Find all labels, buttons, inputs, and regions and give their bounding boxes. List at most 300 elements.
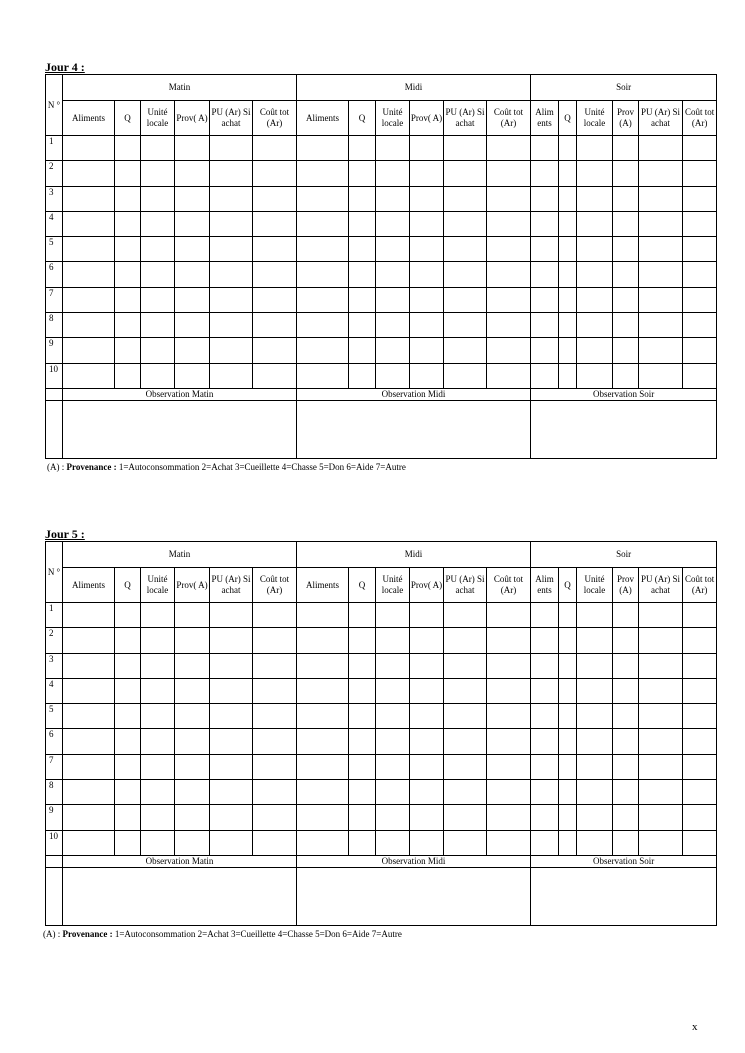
entry-cell[interactable] — [175, 653, 210, 678]
entry-cell[interactable] — [559, 754, 577, 779]
entry-cell[interactable] — [376, 287, 410, 312]
entry-cell[interactable] — [444, 363, 487, 388]
entry-cell[interactable] — [253, 363, 297, 388]
entry-cell[interactable] — [253, 830, 297, 855]
entry-cell[interactable] — [141, 754, 175, 779]
entry-cell[interactable] — [297, 780, 349, 805]
entry-cell[interactable] — [253, 136, 297, 161]
entry-cell[interactable] — [175, 287, 210, 312]
entry-cell[interactable] — [115, 161, 141, 186]
entry-cell[interactable] — [141, 805, 175, 830]
entry-cell[interactable] — [577, 678, 613, 703]
entry-cell[interactable] — [376, 136, 410, 161]
entry-cell[interactable] — [639, 729, 683, 754]
entry-cell[interactable] — [349, 754, 376, 779]
entry-cell[interactable] — [410, 678, 444, 703]
entry-cell[interactable] — [410, 363, 444, 388]
entry-cell[interactable] — [487, 161, 531, 186]
entry-cell[interactable] — [297, 678, 349, 703]
entry-cell[interactable] — [141, 603, 175, 628]
entry-cell[interactable] — [141, 830, 175, 855]
entry-cell[interactable] — [639, 161, 683, 186]
entry-cell[interactable] — [141, 729, 175, 754]
entry-cell[interactable] — [210, 186, 253, 211]
entry-cell[interactable] — [444, 211, 487, 236]
entry-cell[interactable] — [175, 603, 210, 628]
entry-cell[interactable] — [613, 237, 639, 262]
entry-cell[interactable] — [639, 287, 683, 312]
entry-cell[interactable] — [210, 653, 253, 678]
entry-cell[interactable] — [410, 603, 444, 628]
entry-cell[interactable] — [349, 830, 376, 855]
entry-cell[interactable] — [210, 729, 253, 754]
entry-cell[interactable] — [613, 628, 639, 653]
entry-cell[interactable] — [175, 704, 210, 729]
entry-cell[interactable] — [577, 211, 613, 236]
entry-cell[interactable] — [141, 653, 175, 678]
entry-cell[interactable] — [613, 754, 639, 779]
entry-cell[interactable] — [349, 653, 376, 678]
entry-cell[interactable] — [349, 729, 376, 754]
entry-cell[interactable] — [376, 729, 410, 754]
entry-cell[interactable] — [577, 830, 613, 855]
entry-cell[interactable] — [639, 780, 683, 805]
entry-cell[interactable] — [444, 830, 487, 855]
observation-field[interactable] — [297, 867, 531, 925]
entry-cell[interactable] — [63, 628, 115, 653]
entry-cell[interactable] — [531, 186, 559, 211]
entry-cell[interactable] — [175, 313, 210, 338]
entry-cell[interactable] — [531, 161, 559, 186]
entry-cell[interactable] — [349, 161, 376, 186]
entry-cell[interactable] — [410, 287, 444, 312]
entry-cell[interactable] — [376, 363, 410, 388]
entry-cell[interactable] — [63, 780, 115, 805]
entry-cell[interactable] — [577, 653, 613, 678]
entry-cell[interactable] — [63, 830, 115, 855]
entry-cell[interactable] — [683, 628, 717, 653]
entry-cell[interactable] — [376, 211, 410, 236]
entry-cell[interactable] — [639, 653, 683, 678]
entry-cell[interactable] — [175, 161, 210, 186]
entry-cell[interactable] — [115, 313, 141, 338]
entry-cell[interactable] — [531, 363, 559, 388]
entry-cell[interactable] — [559, 338, 577, 363]
entry-cell[interactable] — [613, 287, 639, 312]
entry-cell[interactable] — [577, 780, 613, 805]
entry-cell[interactable] — [577, 161, 613, 186]
entry-cell[interactable] — [577, 603, 613, 628]
entry-cell[interactable] — [531, 805, 559, 830]
entry-cell[interactable] — [115, 237, 141, 262]
entry-cell[interactable] — [444, 338, 487, 363]
entry-cell[interactable] — [444, 186, 487, 211]
entry-cell[interactable] — [531, 678, 559, 703]
entry-cell[interactable] — [115, 211, 141, 236]
entry-cell[interactable] — [175, 678, 210, 703]
entry-cell[interactable] — [613, 805, 639, 830]
entry-cell[interactable] — [175, 754, 210, 779]
entry-cell[interactable] — [410, 628, 444, 653]
entry-cell[interactable] — [297, 287, 349, 312]
entry-cell[interactable] — [376, 186, 410, 211]
entry-cell[interactable] — [63, 338, 115, 363]
entry-cell[interactable] — [639, 186, 683, 211]
entry-cell[interactable] — [444, 653, 487, 678]
entry-cell[interactable] — [297, 262, 349, 287]
entry-cell[interactable] — [376, 603, 410, 628]
entry-cell[interactable] — [376, 754, 410, 779]
entry-cell[interactable] — [349, 363, 376, 388]
entry-cell[interactable] — [683, 136, 717, 161]
entry-cell[interactable] — [639, 805, 683, 830]
entry-cell[interactable] — [613, 704, 639, 729]
entry-cell[interactable] — [559, 186, 577, 211]
entry-cell[interactable] — [63, 729, 115, 754]
entry-cell[interactable] — [410, 780, 444, 805]
entry-cell[interactable] — [175, 363, 210, 388]
entry-cell[interactable] — [115, 830, 141, 855]
entry-cell[interactable] — [63, 136, 115, 161]
entry-cell[interactable] — [410, 338, 444, 363]
entry-cell[interactable] — [376, 313, 410, 338]
entry-cell[interactable] — [210, 237, 253, 262]
entry-cell[interactable] — [297, 704, 349, 729]
entry-cell[interactable] — [559, 729, 577, 754]
entry-cell[interactable] — [141, 161, 175, 186]
entry-cell[interactable] — [141, 136, 175, 161]
observation-field[interactable] — [63, 400, 297, 458]
entry-cell[interactable] — [577, 363, 613, 388]
entry-cell[interactable] — [559, 136, 577, 161]
entry-cell[interactable] — [531, 780, 559, 805]
entry-cell[interactable] — [487, 338, 531, 363]
entry-cell[interactable] — [487, 780, 531, 805]
entry-cell[interactable] — [210, 211, 253, 236]
entry-cell[interactable] — [376, 628, 410, 653]
entry-cell[interactable] — [253, 754, 297, 779]
entry-cell[interactable] — [613, 262, 639, 287]
entry-cell[interactable] — [253, 262, 297, 287]
entry-cell[interactable] — [487, 262, 531, 287]
entry-cell[interactable] — [410, 262, 444, 287]
entry-cell[interactable] — [531, 262, 559, 287]
entry-cell[interactable] — [63, 678, 115, 703]
entry-cell[interactable] — [297, 805, 349, 830]
entry-cell[interactable] — [376, 678, 410, 703]
entry-cell[interactable] — [253, 237, 297, 262]
entry-cell[interactable] — [683, 678, 717, 703]
entry-cell[interactable] — [141, 628, 175, 653]
entry-cell[interactable] — [639, 678, 683, 703]
entry-cell[interactable] — [141, 678, 175, 703]
entry-cell[interactable] — [531, 338, 559, 363]
entry-cell[interactable] — [639, 704, 683, 729]
entry-cell[interactable] — [559, 830, 577, 855]
entry-cell[interactable] — [639, 754, 683, 779]
entry-cell[interactable] — [297, 186, 349, 211]
entry-cell[interactable] — [410, 211, 444, 236]
entry-cell[interactable] — [613, 186, 639, 211]
entry-cell[interactable] — [577, 262, 613, 287]
entry-cell[interactable] — [297, 237, 349, 262]
entry-cell[interactable] — [63, 704, 115, 729]
entry-cell[interactable] — [210, 628, 253, 653]
entry-cell[interactable] — [577, 313, 613, 338]
entry-cell[interactable] — [141, 262, 175, 287]
entry-cell[interactable] — [559, 161, 577, 186]
entry-cell[interactable] — [115, 628, 141, 653]
entry-cell[interactable] — [410, 186, 444, 211]
entry-cell[interactable] — [531, 653, 559, 678]
entry-cell[interactable] — [297, 653, 349, 678]
entry-cell[interactable] — [115, 653, 141, 678]
entry-cell[interactable] — [410, 653, 444, 678]
entry-cell[interactable] — [531, 237, 559, 262]
entry-cell[interactable] — [577, 338, 613, 363]
entry-cell[interactable] — [613, 678, 639, 703]
entry-cell[interactable] — [349, 805, 376, 830]
entry-cell[interactable] — [683, 704, 717, 729]
entry-cell[interactable] — [175, 628, 210, 653]
entry-cell[interactable] — [487, 704, 531, 729]
entry-cell[interactable] — [683, 313, 717, 338]
entry-cell[interactable] — [577, 628, 613, 653]
entry-cell[interactable] — [175, 729, 210, 754]
entry-cell[interactable] — [613, 603, 639, 628]
entry-cell[interactable] — [559, 603, 577, 628]
entry-cell[interactable] — [559, 313, 577, 338]
entry-cell[interactable] — [115, 603, 141, 628]
entry-cell[interactable] — [210, 805, 253, 830]
entry-cell[interactable] — [141, 704, 175, 729]
entry-cell[interactable] — [487, 136, 531, 161]
entry-cell[interactable] — [683, 754, 717, 779]
entry-cell[interactable] — [63, 237, 115, 262]
entry-cell[interactable] — [349, 780, 376, 805]
entry-cell[interactable] — [410, 754, 444, 779]
entry-cell[interactable] — [639, 363, 683, 388]
entry-cell[interactable] — [175, 262, 210, 287]
entry-cell[interactable] — [175, 780, 210, 805]
entry-cell[interactable] — [349, 704, 376, 729]
entry-cell[interactable] — [297, 729, 349, 754]
entry-cell[interactable] — [349, 338, 376, 363]
entry-cell[interactable] — [531, 729, 559, 754]
entry-cell[interactable] — [175, 136, 210, 161]
entry-cell[interactable] — [210, 780, 253, 805]
entry-cell[interactable] — [210, 313, 253, 338]
entry-cell[interactable] — [559, 653, 577, 678]
entry-cell[interactable] — [410, 237, 444, 262]
entry-cell[interactable] — [349, 186, 376, 211]
entry-cell[interactable] — [577, 754, 613, 779]
entry-cell[interactable] — [487, 830, 531, 855]
entry-cell[interactable] — [559, 780, 577, 805]
entry-cell[interactable] — [639, 338, 683, 363]
entry-cell[interactable] — [253, 161, 297, 186]
entry-cell[interactable] — [559, 363, 577, 388]
entry-cell[interactable] — [297, 830, 349, 855]
observation-field[interactable] — [531, 867, 717, 925]
entry-cell[interactable] — [141, 363, 175, 388]
entry-cell[interactable] — [683, 805, 717, 830]
entry-cell[interactable] — [210, 704, 253, 729]
entry-cell[interactable] — [683, 186, 717, 211]
entry-cell[interactable] — [444, 136, 487, 161]
entry-cell[interactable] — [683, 287, 717, 312]
entry-cell[interactable] — [210, 287, 253, 312]
entry-cell[interactable] — [613, 780, 639, 805]
entry-cell[interactable] — [444, 287, 487, 312]
entry-cell[interactable] — [559, 805, 577, 830]
entry-cell[interactable] — [115, 704, 141, 729]
entry-cell[interactable] — [639, 136, 683, 161]
entry-cell[interactable] — [115, 338, 141, 363]
entry-cell[interactable] — [487, 237, 531, 262]
entry-cell[interactable] — [487, 729, 531, 754]
entry-cell[interactable] — [63, 313, 115, 338]
entry-cell[interactable] — [297, 754, 349, 779]
entry-cell[interactable] — [63, 363, 115, 388]
entry-cell[interactable] — [683, 830, 717, 855]
entry-cell[interactable] — [297, 211, 349, 236]
entry-cell[interactable] — [175, 805, 210, 830]
entry-cell[interactable] — [531, 211, 559, 236]
entry-cell[interactable] — [349, 262, 376, 287]
entry-cell[interactable] — [487, 287, 531, 312]
entry-cell[interactable] — [531, 313, 559, 338]
entry-cell[interactable] — [141, 237, 175, 262]
entry-cell[interactable] — [531, 704, 559, 729]
entry-cell[interactable] — [531, 287, 559, 312]
entry-cell[interactable] — [210, 338, 253, 363]
entry-cell[interactable] — [683, 211, 717, 236]
entry-cell[interactable] — [253, 313, 297, 338]
entry-cell[interactable] — [297, 161, 349, 186]
entry-cell[interactable] — [115, 262, 141, 287]
entry-cell[interactable] — [531, 754, 559, 779]
entry-cell[interactable] — [115, 729, 141, 754]
entry-cell[interactable] — [141, 313, 175, 338]
entry-cell[interactable] — [253, 211, 297, 236]
entry-cell[interactable] — [210, 754, 253, 779]
entry-cell[interactable] — [683, 780, 717, 805]
entry-cell[interactable] — [577, 729, 613, 754]
entry-cell[interactable] — [376, 262, 410, 287]
entry-cell[interactable] — [577, 237, 613, 262]
entry-cell[interactable] — [683, 338, 717, 363]
entry-cell[interactable] — [297, 313, 349, 338]
entry-cell[interactable] — [63, 754, 115, 779]
entry-cell[interactable] — [210, 603, 253, 628]
entry-cell[interactable] — [63, 287, 115, 312]
entry-cell[interactable] — [613, 653, 639, 678]
entry-cell[interactable] — [444, 704, 487, 729]
entry-cell[interactable] — [559, 628, 577, 653]
entry-cell[interactable] — [115, 754, 141, 779]
entry-cell[interactable] — [410, 830, 444, 855]
entry-cell[interactable] — [444, 262, 487, 287]
entry-cell[interactable] — [444, 628, 487, 653]
entry-cell[interactable] — [141, 211, 175, 236]
entry-cell[interactable] — [487, 211, 531, 236]
entry-cell[interactable] — [531, 830, 559, 855]
entry-cell[interactable] — [410, 313, 444, 338]
entry-cell[interactable] — [683, 262, 717, 287]
entry-cell[interactable] — [577, 805, 613, 830]
entry-cell[interactable] — [613, 136, 639, 161]
entry-cell[interactable] — [141, 780, 175, 805]
entry-cell[interactable] — [444, 754, 487, 779]
entry-cell[interactable] — [376, 830, 410, 855]
entry-cell[interactable] — [349, 628, 376, 653]
entry-cell[interactable] — [253, 678, 297, 703]
entry-cell[interactable] — [349, 237, 376, 262]
entry-cell[interactable] — [487, 678, 531, 703]
entry-cell[interactable] — [376, 653, 410, 678]
entry-cell[interactable] — [141, 287, 175, 312]
entry-cell[interactable] — [410, 704, 444, 729]
entry-cell[interactable] — [210, 678, 253, 703]
entry-cell[interactable] — [253, 729, 297, 754]
entry-cell[interactable] — [175, 338, 210, 363]
entry-cell[interactable] — [531, 136, 559, 161]
entry-cell[interactable] — [577, 704, 613, 729]
entry-cell[interactable] — [559, 287, 577, 312]
entry-cell[interactable] — [531, 628, 559, 653]
entry-cell[interactable] — [683, 161, 717, 186]
entry-cell[interactable] — [639, 262, 683, 287]
entry-cell[interactable] — [639, 628, 683, 653]
entry-cell[interactable] — [577, 287, 613, 312]
entry-cell[interactable] — [577, 136, 613, 161]
entry-cell[interactable] — [175, 237, 210, 262]
entry-cell[interactable] — [444, 805, 487, 830]
entry-cell[interactable] — [63, 262, 115, 287]
entry-cell[interactable] — [175, 830, 210, 855]
entry-cell[interactable] — [683, 603, 717, 628]
entry-cell[interactable] — [487, 313, 531, 338]
entry-cell[interactable] — [253, 186, 297, 211]
entry-cell[interactable] — [410, 161, 444, 186]
entry-cell[interactable] — [444, 780, 487, 805]
entry-cell[interactable] — [115, 780, 141, 805]
entry-cell[interactable] — [253, 805, 297, 830]
entry-cell[interactable] — [531, 603, 559, 628]
entry-cell[interactable] — [487, 754, 531, 779]
entry-cell[interactable] — [683, 363, 717, 388]
entry-cell[interactable] — [376, 237, 410, 262]
entry-cell[interactable] — [141, 338, 175, 363]
entry-cell[interactable] — [577, 186, 613, 211]
entry-cell[interactable] — [613, 830, 639, 855]
entry-cell[interactable] — [559, 262, 577, 287]
entry-cell[interactable] — [487, 603, 531, 628]
entry-cell[interactable] — [253, 338, 297, 363]
entry-cell[interactable] — [210, 363, 253, 388]
entry-cell[interactable] — [376, 704, 410, 729]
entry-cell[interactable] — [253, 603, 297, 628]
observation-field[interactable] — [297, 400, 531, 458]
entry-cell[interactable] — [613, 211, 639, 236]
entry-cell[interactable] — [559, 704, 577, 729]
entry-cell[interactable] — [297, 603, 349, 628]
entry-cell[interactable] — [639, 237, 683, 262]
entry-cell[interactable] — [115, 186, 141, 211]
entry-cell[interactable] — [444, 603, 487, 628]
entry-cell[interactable] — [376, 780, 410, 805]
